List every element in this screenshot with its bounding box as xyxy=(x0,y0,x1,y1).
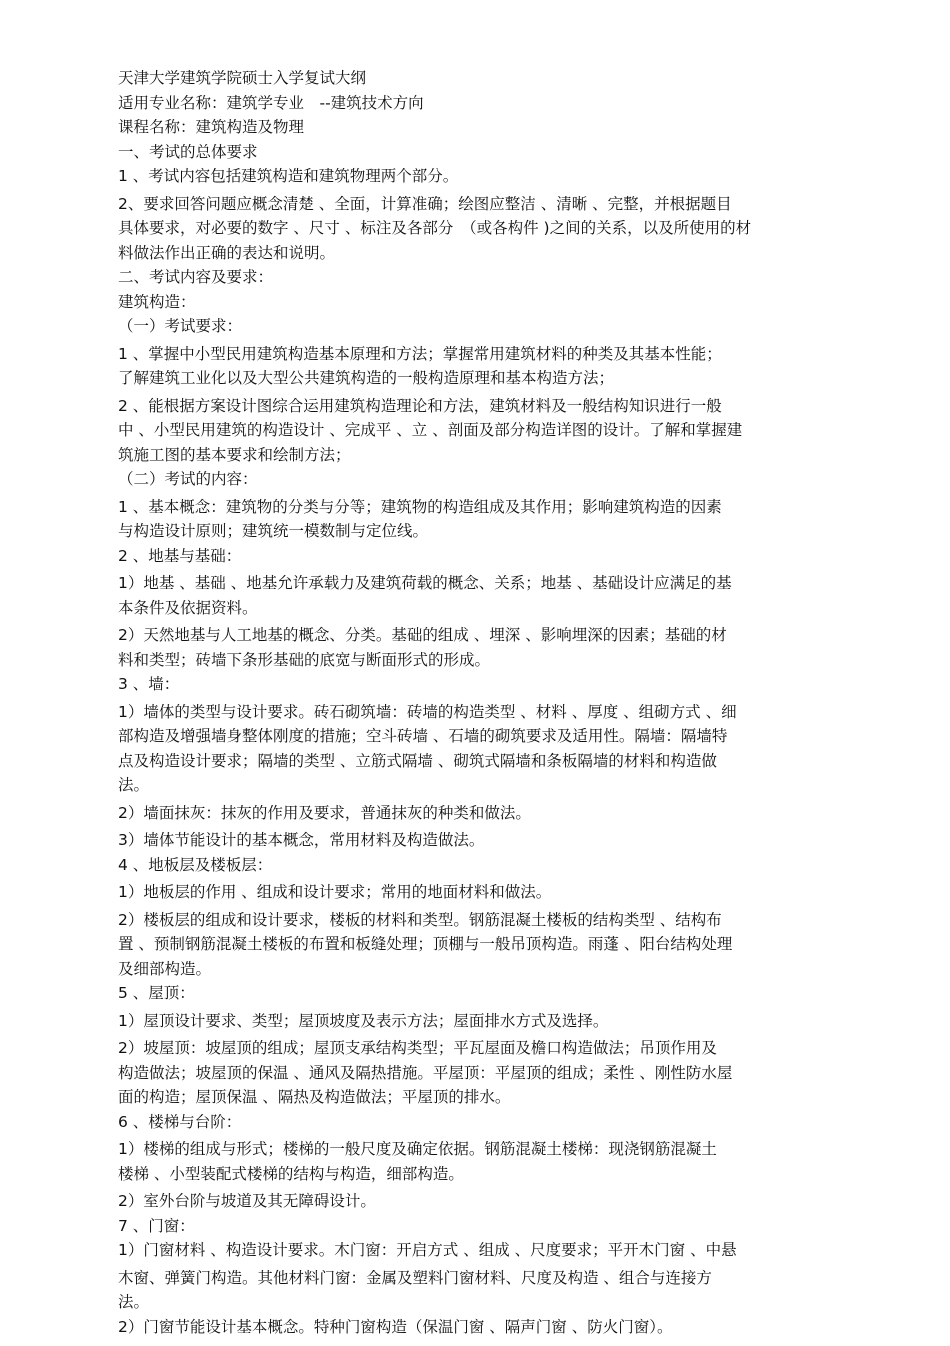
text-line: （一）考试要求： xyxy=(118,317,243,335)
text-line: 筑施工图的基本要求和绘制方法； xyxy=(118,445,351,464)
text-line: 2）门窗节能设计基本概念。特种门窗构造（保温门窗 、隔声门窗 、防火门窗）。 xyxy=(118,1317,673,1336)
text-line: 2、要求回答问题应概念清楚 、全面，计算准确；绘图应整洁 、清晰 、完整，并根据题目 xyxy=(118,194,732,213)
text-line: 木窗、弹簧门构造。其他材料门窗：金属及塑料门窗材料、尺度及构造 、组合与连接方 xyxy=(118,1268,712,1287)
text-line: 5 、屋顶： xyxy=(118,984,195,1002)
text-line: 法。 xyxy=(118,1293,150,1311)
text-line: 与构造设计原则；建筑统一模数制与定位线。 xyxy=(118,522,429,540)
text-line: 1 、基本概念：建筑物的分类与分等；建筑物的构造组成及其作用；影响建筑构造的因素 xyxy=(118,497,722,516)
text-line: 二、考试内容及要求： xyxy=(118,268,274,286)
text-line: 1）墙体的类型与设计要求。砖石砌筑墙：砖墙的构造类型 、材料 、厚度 、组砌方式 、细 xyxy=(118,702,737,721)
text-line: 2）天然地基与人工地基的概念、分类。基础的组成 、埋深 、影响埋深的因素；基础的材 xyxy=(118,626,727,644)
text-line: 1）地基 、基础 、地基允许承载力及建筑荷载的概念、关系；地基 、基础设计应满足的基 xyxy=(118,574,732,592)
text-line: 3 、墙： xyxy=(118,675,180,693)
text-line: 2）楼板层的组成和设计要求，楼板的材料和类型。钢筋混凝土楼板的结构类型 、结构布 xyxy=(118,910,722,929)
text-line: 3）墙体节能设计的基本概念，常用材料及构造做法。 xyxy=(118,831,485,849)
text-line: 置 、预制钢筋混凝土楼板的布置和板缝处理；顶棚与一般吊顶构造。雨蓬 、阳台结构处理 xyxy=(118,935,733,953)
text-line: 课程名称：建筑构造及物理 xyxy=(118,118,305,136)
text-line: 2）坡屋顶：坡屋顶的组成；屋顶支承结构类型；平瓦屋面及檐口构造做法；吊顶作用及 xyxy=(118,1039,717,1057)
text-line: 面的构造；屋顶保温 、隔热及构造做法；平屋顶的排水。 xyxy=(118,1088,511,1106)
text-line: 2 、能根据方案设计图综合运用建筑构造理论和方法，建筑材料及一般结构知识进行一般 xyxy=(118,396,722,415)
text-line: 1）楼梯的组成与形式；楼梯的一般尺度及确定依据。钢筋混凝土楼梯：现浇钢筋混凝土 xyxy=(118,1140,717,1158)
text-line: 建筑构造： xyxy=(118,292,196,311)
text-line: 1）屋顶设计要求、类型；屋顶坡度及表示方法；屋面排水方式及选择。 xyxy=(118,1011,609,1030)
text-line: 2）室外台阶与坡道及其无障碍设计。 xyxy=(118,1192,376,1210)
text-line: 1 、考试内容包括建筑构造和建筑物理两个部分。 xyxy=(118,167,459,185)
document-title: 天津大学建筑学院硕士入学复试大纲 xyxy=(118,69,367,87)
text-line: 具体要求，对必要的数字 、尺寸 、标注及各部分 （或各构件 )之间的关系，以及所使用的材 xyxy=(118,219,752,237)
text-line: 及细部构造。 xyxy=(118,959,212,978)
document-body xyxy=(118,66,823,1339)
text-line: （二）考试的内容： xyxy=(118,470,258,488)
text-line: 点及构造设计要求；隔墙的类型 、立筋式隔墙 、砌筑式隔墙和条板隔墙的材料和构造做 xyxy=(118,751,717,770)
text-line: 2 、地基与基础： xyxy=(118,546,242,565)
text-line: 中 、小型民用建筑的构造设计 、完成平 、立 、剖面及部分构造详图的设计。了解和掌握建 xyxy=(118,421,743,439)
text-line: 1）地板层的作用 、组成和设计要求；常用的地面材料和做法。 xyxy=(118,883,552,901)
text-line: 一、考试的总体要求 xyxy=(118,142,258,161)
text-line: 1 、掌握中小型民用建筑构造基本原理和方法；掌握常用建筑材料的种类及其基本性能； xyxy=(118,344,722,363)
text-line: 7 、门窗： xyxy=(118,1216,195,1235)
text-line: 料和类型；砖墙下条形基础的底宽与断面形式的形成。 xyxy=(118,650,491,669)
text-line: 本条件及依据资料。 xyxy=(118,598,258,617)
text-line: 了解建筑工业化以及大型公共建筑构造的一般构造原理和基本构造方法； xyxy=(118,369,615,387)
text-line: 料做法作出正确的表达和说明。 xyxy=(118,243,336,262)
text-line: 1）门窗材料 、构造设计要求。木门窗：开启方式 、组成 、尺度要求；平开木门窗 、中悬 xyxy=(118,1241,737,1259)
text-line: 6 、楼梯与台阶： xyxy=(118,1112,242,1131)
text-line: 楼梯 、小型装配式楼梯的结构与构造，细部构造。 xyxy=(118,1164,464,1183)
text-line: 法。 xyxy=(118,776,150,794)
text-line: 部构造及增强墙身整体刚度的措施；空斗砖墙 、石墙的砌筑要求及适用性。隔墙：隔墙特 xyxy=(118,727,728,745)
text-line: 4 、地板层及楼板层： xyxy=(118,855,273,874)
text-line: 适用专业名称：建筑学专业 --建筑技术方向 xyxy=(118,93,424,112)
text-line: 构造做法；坡屋顶的保温 、通风及隔热措施。平屋顶：平屋顶的组成；柔性 、刚性防水屋 xyxy=(118,1063,733,1082)
text-line: 2）墙面抹灰：抹灰的作用及要求，普通抹灰的种类和做法。 xyxy=(118,803,531,822)
